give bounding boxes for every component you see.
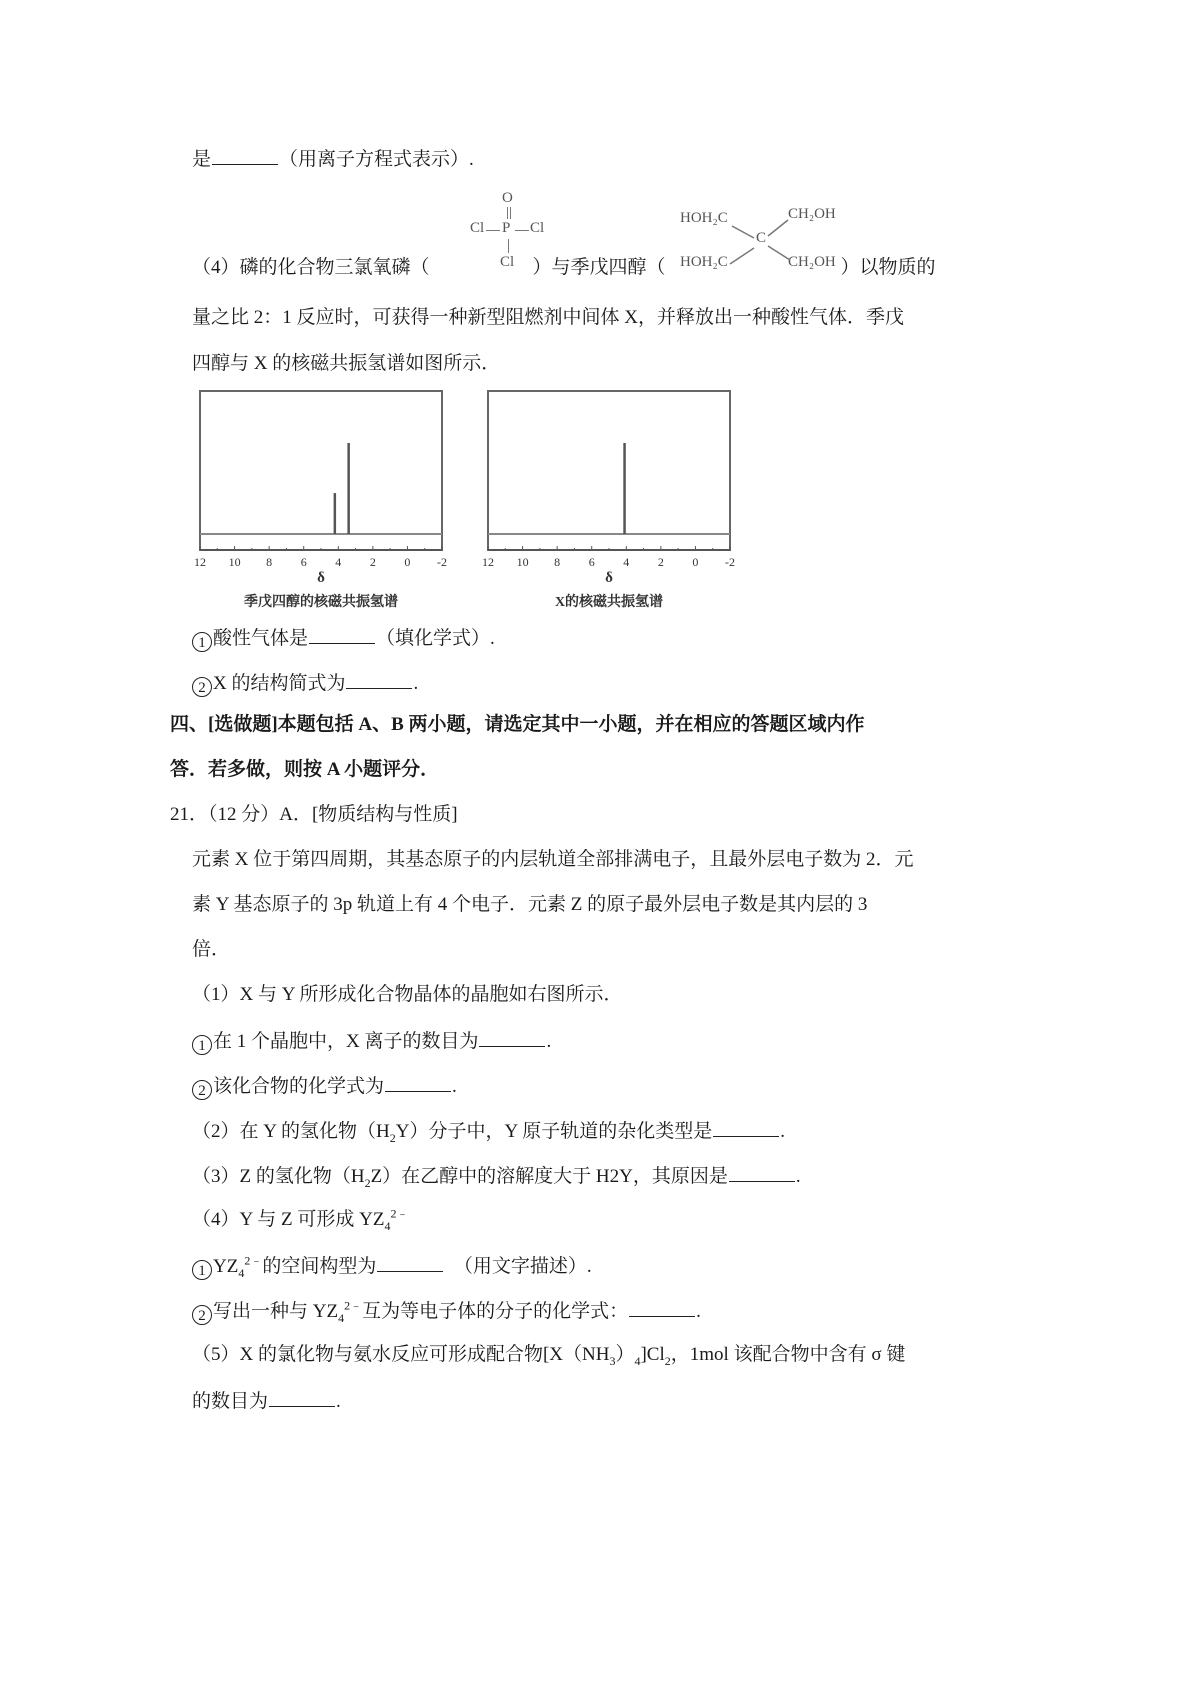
text: 互为等电子体的分子的化学式： — [362, 1301, 629, 1322]
text-line-ionic-equation — [192, 146, 474, 172]
atom-o: O — [502, 190, 513, 206]
superscript: 2﹣ — [390, 1206, 409, 1221]
x-axis-label: δ — [317, 570, 325, 586]
answer-blank[interactable] — [479, 1028, 545, 1047]
x-tick-label: 6 — [300, 555, 307, 569]
x-axis-label: δ — [605, 570, 613, 586]
subscript: 2 — [364, 1175, 371, 1190]
text: ）与季戊四醇（ — [532, 257, 666, 278]
group-tl: HOH₂C — [680, 210, 728, 226]
text-q21-part1-1 — [192, 1028, 551, 1055]
text-q21-part5-line2 — [192, 1388, 341, 1414]
question-21-header: 21．（12 分）A．[物质结构与性质] — [170, 804, 458, 825]
text: Y）分子中，Y 原子轨道的杂化类型是 — [395, 1121, 713, 1142]
text: （4）磷的化合物三氯氧磷（ — [192, 257, 430, 278]
x-tick-label: 12 — [194, 555, 206, 569]
x-tick-label: -2 — [437, 555, 447, 569]
x-tick-label: 8 — [554, 555, 561, 569]
x-tick-label: 4 — [335, 555, 342, 569]
superscript: 2﹣ — [244, 1253, 263, 1268]
text: Z）在乙醇中的溶解度大于 H2Y，其原因是 — [370, 1166, 728, 1187]
atom-p: P — [502, 220, 511, 236]
subscript: 3 — [609, 1353, 616, 1368]
text-sub1 — [192, 625, 495, 652]
text: （填化学式）. — [376, 628, 495, 649]
section-heading-line2: 答．若多做，则按 A 小题评分． — [170, 759, 440, 780]
subscript: 4 — [384, 1218, 391, 1233]
answer-blank[interactable] — [377, 1253, 443, 1272]
subscript: 4 — [634, 1353, 641, 1368]
x-tick-label: 4 — [623, 555, 630, 569]
text: ） — [615, 1344, 635, 1365]
text-q21-intro3: 倍． — [192, 939, 231, 960]
text: ]Cl — [640, 1344, 665, 1365]
superscript: 2﹣ — [344, 1298, 363, 1313]
text: . — [336, 1391, 341, 1412]
subscript: 2 — [664, 1353, 671, 1368]
chart-title: X的核磁共振氢谱 — [554, 595, 664, 610]
subscript: 4 — [238, 1265, 245, 1280]
subscript: 4 — [338, 1310, 345, 1325]
circled-number: 2 — [192, 1305, 212, 1325]
answer-blank[interactable] — [346, 670, 412, 689]
text-q21-part4-2 — [192, 1298, 701, 1325]
nmr-chart-pentaerythritol — [190, 385, 460, 610]
text-q21-part4-1 — [192, 1253, 592, 1280]
text: . — [413, 673, 419, 694]
text-q21-intro1: 元素 X 位于第四周期，其基态原子的内层轨道全部排满电子，且最外层电子数为 2．元 — [192, 849, 914, 870]
circled-number: 1 — [192, 632, 212, 652]
text: ，1mol 该配合物中含有 σ 键 — [670, 1344, 906, 1365]
group-tr: CH₂OH — [788, 206, 836, 222]
atom-cl-right: Cl — [530, 220, 545, 236]
text: （4）Y 与 Z 可形成 YZ — [192, 1209, 385, 1230]
answer-blank[interactable] — [309, 625, 375, 644]
section-heading-line1: 四、[选做题]本题包括 A、B 两小题，请选定其中一小题，并在相应的答题区域内作 — [170, 714, 865, 735]
chart-title: 季戊四醇的核磁共振氢谱 — [244, 595, 398, 610]
plot-frame — [200, 391, 442, 550]
x-tick-label: 12 — [482, 555, 494, 569]
atom-cl-bottom: Cl — [500, 254, 515, 270]
bond — [486, 230, 500, 231]
text: . — [780, 1121, 785, 1142]
text: . — [452, 1076, 457, 1097]
text-q21-part2 — [192, 1118, 785, 1144]
text-q21-part1: （1）X 与 Y 所形成化合物晶体的晶胞如右图所示． — [192, 984, 623, 1005]
text-q4-line2: 量之比 2：1 反应时，可获得一种新型阻燃剂中间体 X，并释放出一种酸性气体．季戊 — [192, 307, 904, 328]
text: YZ — [213, 1256, 239, 1277]
answer-blank[interactable] — [212, 146, 278, 165]
text: （2）在 Y 的氢化物（H — [192, 1121, 390, 1142]
text-q21-intro2: 素 Y 基态原子的 3p 轨道上有 4 个电子．元素 Z 的原子最外层电子数是其内层的 3 — [192, 894, 868, 915]
answer-blank[interactable] — [713, 1118, 779, 1137]
text: . — [696, 1301, 701, 1322]
x-tick-label: 10 — [516, 555, 529, 569]
nmr-chart-x — [478, 385, 748, 610]
group-bl: HOH₂C — [680, 254, 728, 270]
subscript: 2 — [389, 1130, 396, 1145]
circled-number: 2 — [192, 1080, 212, 1100]
answer-blank[interactable] — [629, 1298, 695, 1317]
answer-blank[interactable] — [385, 1073, 451, 1092]
atom-cl-left: Cl — [470, 220, 485, 236]
text: 在 1 个晶胞中，X 离子的数目为 — [213, 1031, 479, 1052]
text-q21-part3 — [192, 1163, 801, 1189]
double-bond — [507, 207, 511, 219]
text: ）以物质的 — [840, 257, 936, 278]
x-tick-label: 6 — [588, 555, 595, 569]
answer-blank[interactable] — [269, 1388, 335, 1407]
x-tick-label: -2 — [725, 555, 735, 569]
text: （用离子方程式表示）. — [279, 149, 474, 170]
x-tick-label: 8 — [266, 555, 273, 569]
text: （用文字描述）. — [453, 1256, 592, 1277]
text: 写出一种与 YZ — [213, 1301, 339, 1322]
text-q4-line3: 四醇与 X 的核磁共振氢谱如图所示． — [192, 353, 501, 374]
text: 的数目为 — [192, 1391, 269, 1412]
text: （5）X 的氯化物与氨水反应可形成配合物[X（NH — [192, 1344, 610, 1365]
atom-c: C — [756, 230, 767, 246]
text: 酸性气体是 — [213, 628, 309, 649]
text: X 的结构简式为 — [213, 673, 346, 694]
plot-frame — [488, 391, 730, 550]
text: 该化合物的化学式为 — [213, 1076, 385, 1097]
text: 是 — [192, 149, 212, 170]
circled-number: 1 — [192, 1260, 212, 1280]
text-q21-part5 — [192, 1343, 905, 1367]
text: . — [546, 1031, 552, 1052]
text: 的空间构型为 — [262, 1256, 377, 1277]
x-tick-label: 2 — [369, 555, 376, 569]
text-q21-part1-2 — [192, 1073, 457, 1100]
circled-number: 1 — [192, 1035, 212, 1055]
text-q21-part4 — [192, 1208, 408, 1232]
text: . — [795, 1166, 801, 1187]
text-q4-line1 — [192, 256, 936, 280]
text: （3）Z 的氢化物（H — [192, 1166, 365, 1187]
x-tick-label: 10 — [228, 555, 241, 569]
x-tick-label: 2 — [657, 555, 664, 569]
x-tick-label: 0 — [692, 555, 699, 569]
bond — [508, 239, 509, 253]
x-tick-label: 0 — [404, 555, 411, 569]
text-sub2 — [192, 670, 418, 697]
group-br: CH₂OH — [788, 254, 836, 270]
circled-number: 2 — [192, 677, 212, 697]
bond — [515, 230, 529, 231]
answer-blank[interactable] — [729, 1163, 795, 1182]
